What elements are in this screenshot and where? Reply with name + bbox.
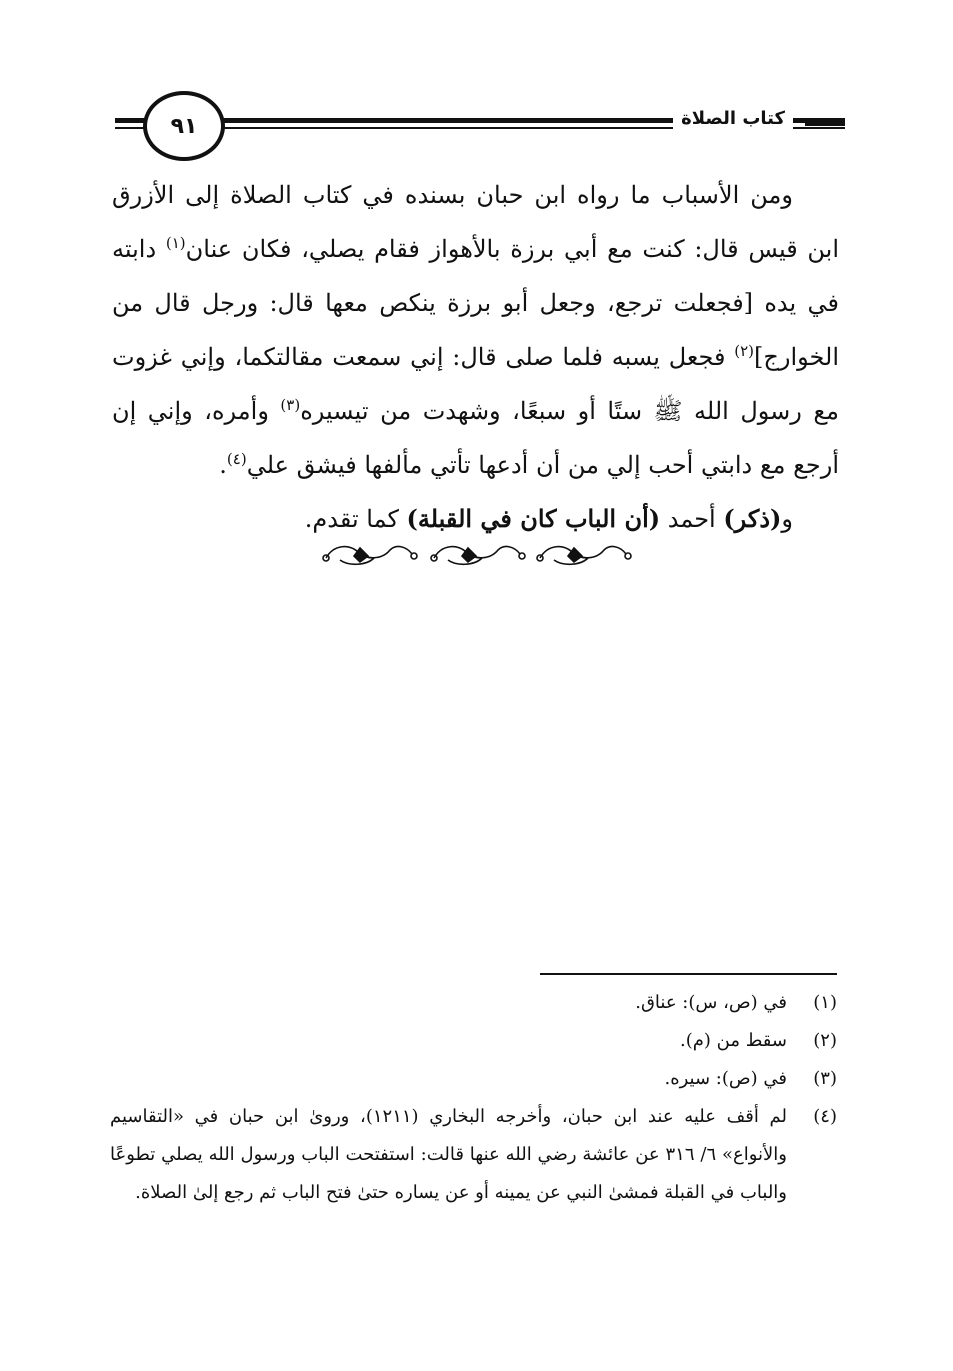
footnote-text: في (ص): سيره. xyxy=(664,1068,787,1089)
ornament-motif-1 xyxy=(323,547,417,565)
footnote-ref-1[interactable]: (١) xyxy=(165,234,186,252)
footnote-1 xyxy=(110,984,837,1022)
p1-end: . xyxy=(219,451,227,479)
footnote-4 xyxy=(110,1098,837,1212)
p2-bold-1: (ذكر) xyxy=(723,504,782,533)
footnote-text: سقط من (م). xyxy=(680,1030,787,1051)
p1-part3: فجعل يسبه فلما صلى قال: إني سمعت مقالتكما، وإني غزوت مع رسول الله ﷺ ستًا أو سبعًا، وشهدت من تيسيره xyxy=(112,343,839,425)
ornament-motif-2 xyxy=(431,547,525,565)
chapter-title: كتاب الصلاة xyxy=(673,102,793,136)
page-number-badge xyxy=(143,91,225,161)
p1-part2: دابته في يده [فجعلت ترجع، وجعل أبو برزة ينكص معها قال: ورجل قال من الخوارج] xyxy=(112,235,839,371)
footnote-text: في (ص، س): عناق. xyxy=(635,992,787,1013)
p1-part4: وأمره، وإني إن أرجع مع دابتي أحب إلي من أن أدعها تأتي مألفها فيشق علي xyxy=(112,397,839,479)
p1-part1: ومن الأسباب ما رواه ابن حبان بسنده في كتاب الصلاة إلى الأزرق ابن قيس قال: كنت مع أبي برزة بالأهواز فقام يصلي، فكان عنان xyxy=(112,181,839,263)
section-divider-ornament xyxy=(320,536,636,574)
footnotes xyxy=(110,984,837,1212)
header-dash xyxy=(805,122,845,126)
footnote-number: (٤) xyxy=(813,1106,837,1127)
footnote-2 xyxy=(110,1022,837,1060)
footnote-ref-3[interactable]: (٣) xyxy=(280,396,301,414)
p2-middle: أحمد xyxy=(660,505,724,533)
footnote-3 xyxy=(110,1060,837,1098)
paragraph-1 xyxy=(112,168,839,492)
footnote-ref-4[interactable]: (٤) xyxy=(226,450,247,468)
ornament-motif-3 xyxy=(537,547,631,565)
main-text xyxy=(112,168,839,546)
footnote-separator xyxy=(540,973,837,975)
footnote-number: (١) xyxy=(813,992,837,1013)
page-header xyxy=(115,88,845,168)
footnote-ref-2[interactable]: (٢) xyxy=(734,342,755,360)
page-number: ٩١ xyxy=(170,113,198,139)
p2-end: كما تقدم. xyxy=(304,505,407,533)
p2-prefix: و xyxy=(781,505,793,533)
footnote-number: (٣) xyxy=(813,1068,837,1089)
footnote-text: لم أقف عليه عند ابن حبان، وأخرجه البخاري (١٢١١)، وروىٰ ابن حبان في «التقاسيم والأنواع» ٦/ ٣١٦ عن عائشة رضي الله عنها قالت: استفتحت الباب ورسول الله يصلي تطوعًا والباب في القبلة فمشىٰ النبي عن يمينه أو عن يساره حتىٰ فتح الباب ثم رجع إلىٰ الصلاة. xyxy=(110,1106,787,1203)
p2-bold-2: (أن الباب كان في القبلة) xyxy=(406,504,661,533)
footnote-number: (٢) xyxy=(813,1030,837,1051)
